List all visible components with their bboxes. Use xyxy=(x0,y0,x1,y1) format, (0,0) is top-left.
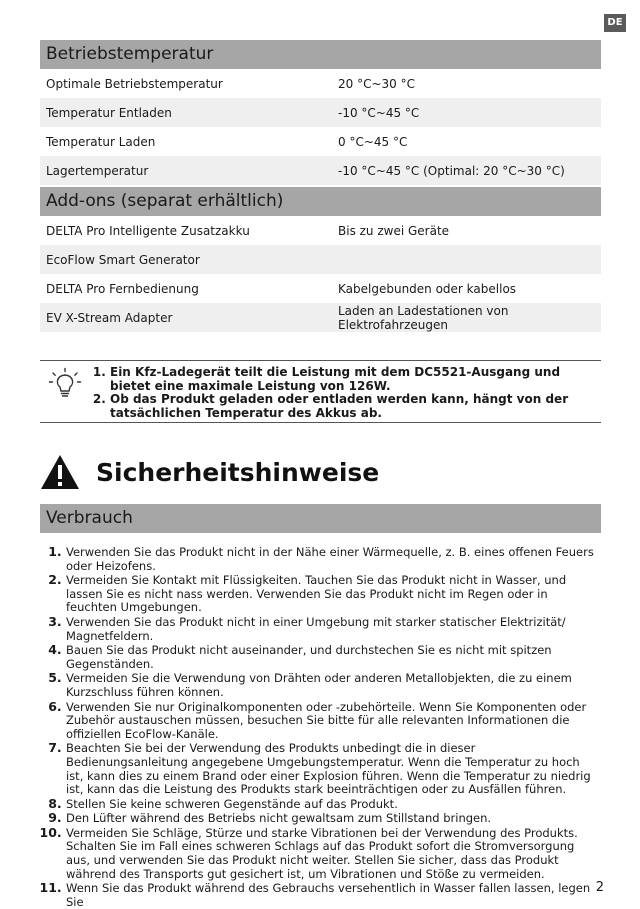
list-item: 2. Ob das Produkt geladen oder entladen werden kann, hängt von der tatsächlichen Temperatur des Akkus ab. xyxy=(110,393,590,420)
list-item: 3. Verwenden Sie das Produkt nicht in einer Umgebung mit starker statischer Elektrizität/ Magnetfeldern. xyxy=(66,615,596,643)
operating-temperature-table xyxy=(40,69,601,185)
addons-table xyxy=(40,216,601,332)
row-value: -10 °C~45 °C (Optimal: 20 °C~30 °C) xyxy=(332,156,601,185)
section-heading: Betriebstemperatur xyxy=(40,40,601,69)
tip-box xyxy=(40,360,601,423)
list-item: 5. Vermeiden Sie die Verwendung von Drähten oder anderen Metallobjekten, die zu einem Kurzschluss führen können. xyxy=(66,671,596,699)
lightbulb-icon xyxy=(48,367,82,401)
list-item: 7. Beachten Sie bei der Verwendung des Produkts unbedingt die in dieser Bedienungsanleitung angegebene Umgebungstemperatur. Wenn die Temperatur zu hoch ist, kann dies zu einem Brand oder einer Explosion führen. Wenn die Temperatur zu niedrig ist, kann das die Leistung des Produkts stark beeinträchtigen oder zu Ausfällen führen. xyxy=(66,741,596,796)
row-label: Temperatur Laden xyxy=(46,134,156,149)
row-label: DELTA Pro Fernbedienung xyxy=(46,281,199,296)
row-label: Temperatur Entladen xyxy=(40,98,332,127)
list-item: 8. Stellen Sie keine schweren Gegenstände auf das Produkt. xyxy=(66,797,596,812)
table-row xyxy=(40,216,601,245)
table-row xyxy=(40,156,601,185)
page-number: 2 xyxy=(595,880,604,895)
list-item: 10. Vermeiden Sie Schläge, Stürze und starke Vibrationen bei der Verwendung des Produkts. Schalten Sie im Fall eines schweren Schlags auf das Produkt sofort die Stromversorgung aus, und verwenden Sie das Produkt nicht weiter. Stellen Sie sicher, dass das Produkt während des Transports gut gesichert ist, um Vibrationen und Stöße zu vermeiden. xyxy=(66,826,596,881)
warning-icon xyxy=(40,454,80,490)
list-item: 2. Vermeiden Sie Kontakt mit Flüssigkeiten. Tauchen Sie das Produkt nicht in Wasser, und lassen Sie es nicht nass werden. Verwenden Sie das Produkt nicht im Regen oder in feuchten Umgebungen. xyxy=(66,573,596,615)
row-label: Optimale Betriebstemperatur xyxy=(46,76,223,91)
row-label: EcoFlow Smart Generator xyxy=(40,245,332,274)
row-value: 0 °C~45 °C xyxy=(338,134,408,149)
row-value: Kabelgebunden oder kabellos xyxy=(338,281,517,296)
operating-temperature-section xyxy=(40,40,601,185)
row-label: Lagertemperatur xyxy=(40,156,332,185)
row-label: EV X-Stream Adapter xyxy=(40,303,332,332)
list-item: 4. Bauen Sie das Produkt nicht auseinander, und durchstechen Sie es nicht mit spitzen Gegenständen. xyxy=(66,643,596,671)
list-item: 11. Wenn Sie das Produkt während des Gebrauchs versehentlich in Wasser fallen lassen, legen Sie xyxy=(66,881,596,909)
section-heading: Add-ons (separat erhältlich) xyxy=(40,187,601,216)
list-item: 1. Verwenden Sie das Produkt nicht in der Nähe einer Wärmequelle, z. B. eines offenen Feuers oder Heizofens. xyxy=(66,545,596,573)
table-row xyxy=(40,274,601,303)
safety-heading xyxy=(40,452,379,492)
list-item: 9. Den Lüfter während des Betriebs nicht gewaltsam zum Stillstand bringen. xyxy=(66,811,596,826)
section-heading: Verbrauch xyxy=(40,504,601,533)
row-value: -10 °C~45 °C xyxy=(332,98,601,127)
language-badge: DE xyxy=(604,14,626,32)
table-row xyxy=(40,98,601,127)
row-label: DELTA Pro Intelligente Zusatzakku xyxy=(46,223,250,238)
safety-rules-list xyxy=(40,545,596,909)
addons-section xyxy=(40,187,601,332)
page-title: Sicherheitshinweise xyxy=(96,457,380,487)
row-value: 20 °C~30 °C xyxy=(338,76,415,91)
table-row xyxy=(40,127,601,156)
tip-list xyxy=(92,366,590,420)
table-row xyxy=(40,245,601,274)
row-value xyxy=(332,245,601,274)
usage-section xyxy=(40,504,601,533)
row-value: Bis zu zwei Geräte xyxy=(338,223,450,238)
table-row xyxy=(40,303,601,332)
list-item: 1. Ein Kfz-Ladegerät teilt die Leistung mit dem DC5521-Ausgang und bietet eine maximale Leistung von 126W. xyxy=(110,366,590,393)
row-value: Laden an Ladestationen von Elektrofahrzeugen xyxy=(332,303,601,332)
list-item: 6. Verwenden Sie nur Originalkomponenten oder -zubehörteile. Wenn Sie Komponenten oder Zubehör austauschen müssen, besuchen Sie bitte für alle relevanten Informationen die offiziellen EcoFlow-Kanäle. xyxy=(66,700,596,742)
table-row xyxy=(40,69,601,98)
